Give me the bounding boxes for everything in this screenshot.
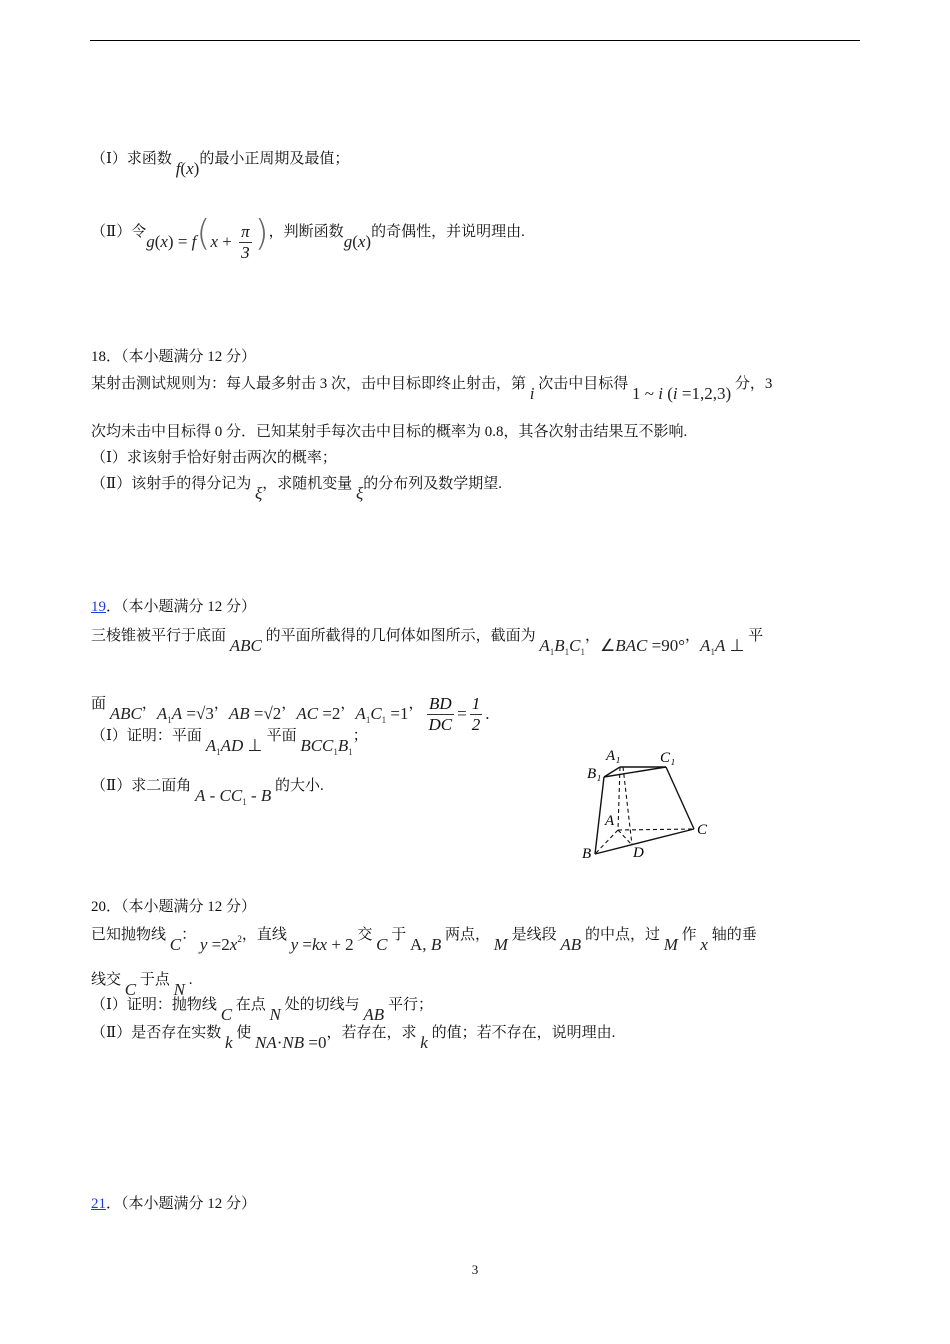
text: 平 (744, 628, 764, 644)
math: . (485, 703, 490, 723)
text: ， (213, 695, 229, 712)
math: k (224, 1033, 233, 1052)
math: A (714, 636, 726, 655)
text: 使 (232, 1025, 256, 1041)
math: B (554, 636, 565, 655)
math: 1 ~ (632, 384, 659, 403)
text: ， (585, 628, 601, 644)
numerator: 1 (471, 694, 481, 713)
math: · (276, 1033, 283, 1052)
math: 1 (564, 647, 570, 657)
numerator: π (241, 222, 250, 241)
math: g (146, 231, 155, 251)
text: ， (685, 628, 701, 644)
math: ( (196, 212, 211, 254)
math: A (205, 736, 217, 755)
math: C (220, 1005, 233, 1024)
label-c1: C₁ (660, 750, 676, 766)
math: NA (255, 1033, 277, 1052)
math: = (457, 703, 467, 723)
math: C (370, 703, 382, 723)
math: =√3 (182, 703, 214, 723)
text: 分，3 (731, 376, 773, 392)
math: B (430, 935, 442, 954)
edge-a1-a (618, 767, 620, 830)
math: BCC (300, 736, 334, 755)
math: A (194, 786, 206, 805)
math: B (337, 736, 349, 755)
text: 于点 (136, 972, 174, 988)
question-number-link[interactable]: 21 (91, 1196, 106, 1212)
denominator: 2 (471, 715, 481, 734)
math: x (357, 231, 366, 251)
math: ) = (167, 231, 192, 251)
math: =1 (386, 703, 409, 723)
label-a: A (605, 813, 615, 829)
math: ⊥ (243, 736, 267, 755)
math: = (298, 935, 312, 954)
math: ξ (356, 484, 364, 503)
math: 1 (580, 647, 586, 657)
math: =2 (207, 935, 230, 954)
label-a1: A₁ (606, 748, 621, 764)
math: A (700, 636, 711, 655)
text: （Ⅰ）求函数 (91, 151, 176, 167)
math: ABC (229, 636, 262, 655)
edge-b-c (595, 829, 694, 854)
math: - (205, 786, 220, 805)
text: 平面 (266, 728, 301, 744)
math: AC (296, 703, 319, 723)
math: M (663, 935, 678, 954)
math: ( (154, 231, 161, 251)
text: ； (352, 728, 368, 744)
math: M (493, 935, 508, 954)
math: AD (220, 736, 244, 755)
math: CC (219, 786, 243, 805)
math: 1 (348, 747, 353, 757)
text: ，若存在，求 (326, 1025, 421, 1041)
math: x (229, 935, 238, 954)
text: ， (281, 695, 297, 712)
text: ，直线 (241, 927, 291, 943)
text: 的平面所截得的几何体如图所示，截面为 (261, 628, 540, 644)
text: （Ⅱ）令 (91, 223, 147, 240)
text: （Ⅱ）该射手的得分记为 (91, 476, 255, 492)
math: + 2 (327, 935, 354, 954)
text: 交 (353, 927, 377, 943)
text: 三棱锥被平行于底面 (91, 628, 230, 644)
text: 次均未击中目标得 0 分．已知某射手每次击中目标的概率为 0.8，其各次射击结果互不影响. (91, 424, 688, 440)
math: A (156, 703, 168, 723)
math: =√2 (249, 703, 282, 723)
text: 的中点，过 (581, 927, 664, 943)
math: N (173, 980, 185, 999)
text: ： (181, 927, 200, 943)
math: - (246, 786, 261, 805)
edge-a1-d (623, 767, 632, 845)
label-b1: B₁ (587, 766, 602, 782)
edge-b1-b (595, 777, 604, 854)
text: 面 (91, 695, 110, 712)
math: y (199, 935, 208, 954)
math: ( (662, 384, 673, 403)
text: 的值；若不存在，说明理由. (427, 1025, 616, 1041)
label-c: C (697, 822, 708, 838)
math: ( (352, 231, 358, 251)
text: 线交 (91, 972, 125, 988)
math: C (569, 636, 581, 655)
text: . (184, 972, 193, 988)
numerator: BD (428, 694, 452, 713)
math: A (539, 636, 550, 655)
math: C (169, 935, 182, 954)
text: 是线段 (507, 927, 561, 943)
edge-a-c (618, 829, 694, 830)
math: AB (560, 935, 582, 954)
text: 的大小. (271, 778, 324, 794)
denominator: DC (428, 715, 453, 734)
math: f (191, 231, 197, 251)
math: NB (282, 1033, 305, 1052)
text: ， (408, 695, 424, 712)
text: 平行； (384, 997, 433, 1013)
math: f (175, 159, 181, 178)
math: x (700, 935, 708, 954)
text: ，判断函数 (268, 223, 344, 240)
math: BAC (615, 636, 648, 655)
math: ⊥ (725, 636, 745, 655)
math: C (124, 980, 137, 999)
math: AB (228, 703, 250, 723)
math: + (218, 231, 237, 251)
math: =2 (318, 703, 341, 723)
math: 1 (365, 714, 371, 725)
text: 已知抛物线 (91, 927, 170, 943)
label-b: B (582, 846, 592, 862)
math: ) (193, 159, 200, 178)
text: ， (340, 695, 356, 712)
edge-c1-c (666, 767, 694, 829)
math: 1 (242, 797, 247, 807)
math: 2 (237, 934, 242, 944)
math: i (658, 384, 663, 403)
text: 轴的垂 (707, 927, 757, 943)
label-d: D (633, 845, 644, 861)
text: 的最小正周期及最值； (199, 151, 350, 167)
math: x (186, 159, 194, 178)
math: 1 (167, 714, 172, 725)
math: AB (363, 1005, 385, 1024)
text: 的分布列及数学期望. (363, 476, 503, 492)
text: 处的切线与 (280, 997, 364, 1013)
text: ， (141, 695, 157, 712)
text: 于 (387, 927, 411, 943)
text: （Ⅱ）是否存在实数 (91, 1025, 225, 1041)
text: （Ⅰ）证明：抛物线 (91, 997, 221, 1013)
edge-a-d (618, 830, 632, 845)
math: x (210, 231, 218, 251)
math: ( (180, 159, 187, 178)
text: （Ⅱ）求二面角 (91, 778, 195, 794)
text: 的奇偶性，并说明理由. (371, 223, 525, 240)
math: 1 (381, 714, 387, 725)
math: A (355, 703, 366, 723)
math: ∠ (600, 636, 616, 655)
text: 两点， (441, 927, 494, 943)
math: 1 (549, 647, 555, 657)
math: B (260, 786, 272, 805)
denominator: 3 (241, 243, 250, 262)
math: C (376, 935, 388, 954)
math: i (529, 384, 535, 403)
math: kx (311, 935, 328, 954)
text: 18．（本小题满分 12 分） (91, 349, 257, 365)
text: （Ⅰ）求该射手恰好射击两次的概率； (91, 450, 337, 466)
math: y (290, 935, 299, 954)
math: =1,2,3) (677, 384, 732, 403)
math: g (343, 231, 353, 251)
math: x (160, 231, 168, 251)
math: A (171, 703, 183, 723)
math: ) (254, 212, 269, 254)
text: （Ⅰ）证明：平面 (91, 728, 206, 744)
math: 1 (710, 647, 715, 657)
text: 某射击测试规则为：每人最多射击 3 次，击中目标即终止射击，第 (91, 376, 530, 392)
text: 20．（本小题满分 12 分） (91, 899, 257, 915)
math: =90° (647, 636, 686, 655)
text: ，求随机变量 (262, 476, 356, 492)
question-number-link[interactable]: 19 (91, 599, 106, 615)
page-number: 3 (471, 1262, 479, 1277)
math: ) (365, 231, 372, 251)
math: 1 (216, 747, 221, 757)
math: 1 (333, 747, 338, 757)
text: ．（本小题满分 12 分） (106, 1196, 257, 1212)
text: ．（本小题满分 12 分） (106, 599, 257, 615)
math: ξ (254, 484, 263, 503)
text: 作 (677, 927, 701, 943)
text: 次击中目标得 (534, 376, 633, 392)
text: 在点 (232, 997, 270, 1013)
math: i (672, 384, 678, 403)
math: ABC (109, 703, 142, 723)
math: N (269, 1005, 281, 1024)
math: k (420, 1033, 428, 1052)
math: =0 (304, 1033, 327, 1052)
math: A, (410, 935, 431, 954)
